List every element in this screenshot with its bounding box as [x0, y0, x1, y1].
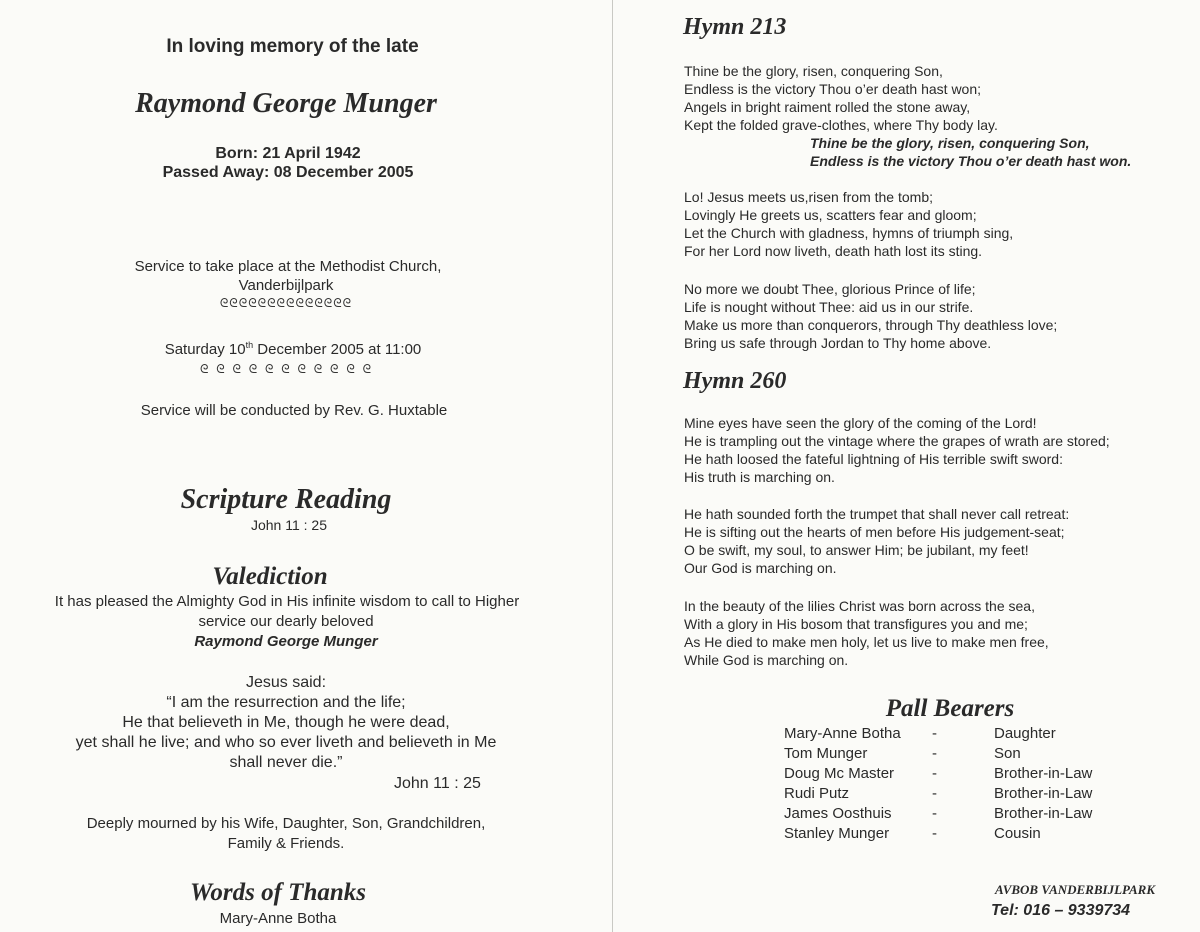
- hymn-213-stanza-3: [684, 280, 1057, 352]
- valediction-text-line2: service our dearly beloved: [198, 613, 374, 630]
- bearer-separator: -: [932, 785, 937, 802]
- deceased-name: Raymond George Munger: [135, 88, 437, 119]
- scripture-reference: John 11 : 25: [250, 517, 328, 533]
- bearer-name: Rudi Putz: [784, 785, 850, 802]
- verse-line: O be swift, my soul, to answer Him; be jubilant, my feet!: [684, 542, 1029, 558]
- chorus-line: Thine be the glory, risen, conquering Son,: [810, 135, 1090, 151]
- mourned-line1: Deeply mourned by his Wife, Daughter, Son, Grandchildren,: [86, 815, 486, 832]
- verse-line: Let the Church with gladness, hymns of triumph sing,: [684, 225, 1014, 241]
- ornament-divider-spaced: ᘓ ᘓ ᘓ ᘓ ᘓ ᘓ ᘓ ᘓ ᘓ ᘓ ᘓ: [199, 362, 373, 376]
- table-row: [784, 804, 1092, 824]
- bearer-separator: -: [932, 825, 937, 842]
- bearer-relation: Daughter: [994, 725, 1056, 742]
- verse-line: He is sifting out the hearts of men before His judgement-seat;: [684, 524, 1065, 540]
- verse-line: For her Lord now liveth, death hath lost its sting.: [684, 243, 983, 259]
- born-date: Born: 21 April 1942: [215, 145, 361, 162]
- bearer-name: Tom Munger: [784, 745, 868, 762]
- memory-title: In loving memory of the late: [166, 36, 419, 57]
- service-date-rest: December 2005 at 11:00: [253, 341, 422, 358]
- bearer-separator: -: [932, 725, 937, 742]
- quote-reference: John 11 : 25: [394, 775, 481, 792]
- verse-line: He hath loosed the fateful lightning of His terrible swift sword:: [684, 451, 1063, 467]
- verse-line: His truth is marching on.: [684, 469, 835, 485]
- verse-line: Lovingly He greets us, scatters fear and gloom;: [684, 207, 977, 223]
- valediction-text-line1: It has pleased the Almighty God in His infinite wisdom to call to Higher: [54, 593, 520, 610]
- verse-line: As He died to make men holy, let us live to make men free,: [684, 634, 1049, 650]
- bearer-name: Stanley Munger: [784, 825, 890, 842]
- hymn-213-title: Hymn 213: [683, 14, 787, 40]
- bearer-relation: Brother-in-Law: [994, 805, 1093, 822]
- service-conductor: Service will be conducted by Rev. G. Huxtable: [140, 402, 448, 419]
- quote-line-3: yet shall he live; and who so ever liveth and believeth in Me: [75, 734, 497, 751]
- jesus-said: Jesus said:: [245, 674, 327, 691]
- footer-telephone: Tel: 016 – 9339734: [991, 902, 1131, 919]
- verse-line: Mine eyes have seen the glory of the coming of the Lord!: [684, 415, 1037, 431]
- bearer-separator: -: [932, 765, 937, 782]
- bearer-separator: -: [932, 805, 937, 822]
- quote-line-2: He that believeth in Me, though he were dead,: [122, 714, 450, 731]
- bearer-relation: Brother-in-Law: [994, 765, 1093, 782]
- verse-line: Life is nought without Thee: aid us in our strife.: [684, 299, 974, 315]
- service-city: Vanderbijlpark: [238, 277, 334, 294]
- hymn-260-stanza-3: [684, 597, 1049, 669]
- bearer-relation: Cousin: [994, 825, 1041, 842]
- table-row: [784, 744, 1092, 764]
- quote-line-4: shall never die.”: [229, 754, 343, 771]
- verse-line: Lo! Jesus meets us,risen from the tomb;: [684, 189, 933, 205]
- hymn-260-stanza-1: [684, 414, 1110, 486]
- bearer-name: James Oosthuis: [784, 805, 892, 822]
- passed-date: Passed Away: 08 December 2005: [162, 164, 414, 181]
- verse-line: In the beauty of the lilies Christ was born across the sea,: [684, 598, 1035, 614]
- verse-line: While God is marching on.: [684, 652, 849, 668]
- table-row: [784, 784, 1092, 804]
- verse-line: Our God is marching on.: [684, 560, 837, 576]
- table-row: [784, 724, 1092, 744]
- hymn-213-stanza-2: [684, 188, 1013, 260]
- hymn-213-stanza-1: [684, 62, 1131, 170]
- right-page: [612, 0, 1200, 932]
- verse-line: Make us more than conquerors, through Thy deathless love;: [684, 317, 1058, 333]
- ornament-divider: ᘓᘓᘓᘓᘓᘓᘓᘓᘓᘓᘓᘓᘓᘓ: [219, 296, 353, 310]
- quote-line-1: “I am the resurrection and the life;: [166, 694, 406, 711]
- pall-bearers-heading: Pall Bearers: [885, 695, 1015, 722]
- scripture-heading: Scripture Reading: [180, 484, 392, 515]
- service-date: [0, 340, 586, 358]
- valediction-name: Raymond George Munger: [194, 633, 378, 650]
- verse-line: He hath sounded forth the trumpet that shall never call retreat:: [684, 506, 1070, 522]
- verse-line: Angels in bright raiment rolled the stone away,: [684, 99, 971, 115]
- bearer-name: Mary-Anne Botha: [784, 725, 901, 742]
- chorus-line: Endless is the victory Thou o’er death hast won.: [810, 153, 1132, 169]
- verse-line: Thine be the glory, risen, conquering Son,: [684, 63, 943, 79]
- verse-line: No more we doubt Thee, glorious Prince of life;: [684, 281, 976, 297]
- bearer-relation: Son: [994, 745, 1021, 762]
- verse-line: Endless is the victory Thou o’er death hast won;: [684, 81, 982, 97]
- service-date-day: Saturday 10: [164, 341, 246, 358]
- verse-line: With a glory in His bosom that transfigures you and me;: [684, 616, 1028, 632]
- hymn-260-stanza-2: [684, 505, 1069, 577]
- verse-line: Bring us safe through Jordan to Thy home above.: [684, 335, 992, 351]
- thanks-heading: Words of Thanks: [190, 879, 366, 906]
- service-location: Service to take place at the Methodist Church,: [134, 258, 442, 275]
- hymn-260-title: Hymn 260: [683, 368, 787, 394]
- service-date-suffix: th: [245, 340, 254, 350]
- valediction-heading: Valediction: [212, 563, 328, 590]
- pall-bearers-list: [784, 724, 1092, 844]
- thanks-name: Mary-Anne Botha: [219, 910, 337, 927]
- table-row: [784, 764, 1092, 784]
- pall-bearers-table: [784, 724, 1092, 844]
- bearer-separator: -: [932, 745, 937, 762]
- footer-company: AVBOB VANDERBIJLPARK: [995, 882, 1156, 897]
- verse-line: Kept the folded grave-clothes, where Thy body lay.: [684, 117, 998, 133]
- mourned-line2: Family & Friends.: [227, 835, 345, 852]
- bearer-name: Doug Mc Master: [784, 765, 895, 782]
- table-row: [784, 824, 1092, 844]
- verse-line: He is trampling out the vintage where the grapes of wrath are stored;: [684, 433, 1110, 449]
- bearer-relation: Brother-in-Law: [994, 785, 1093, 802]
